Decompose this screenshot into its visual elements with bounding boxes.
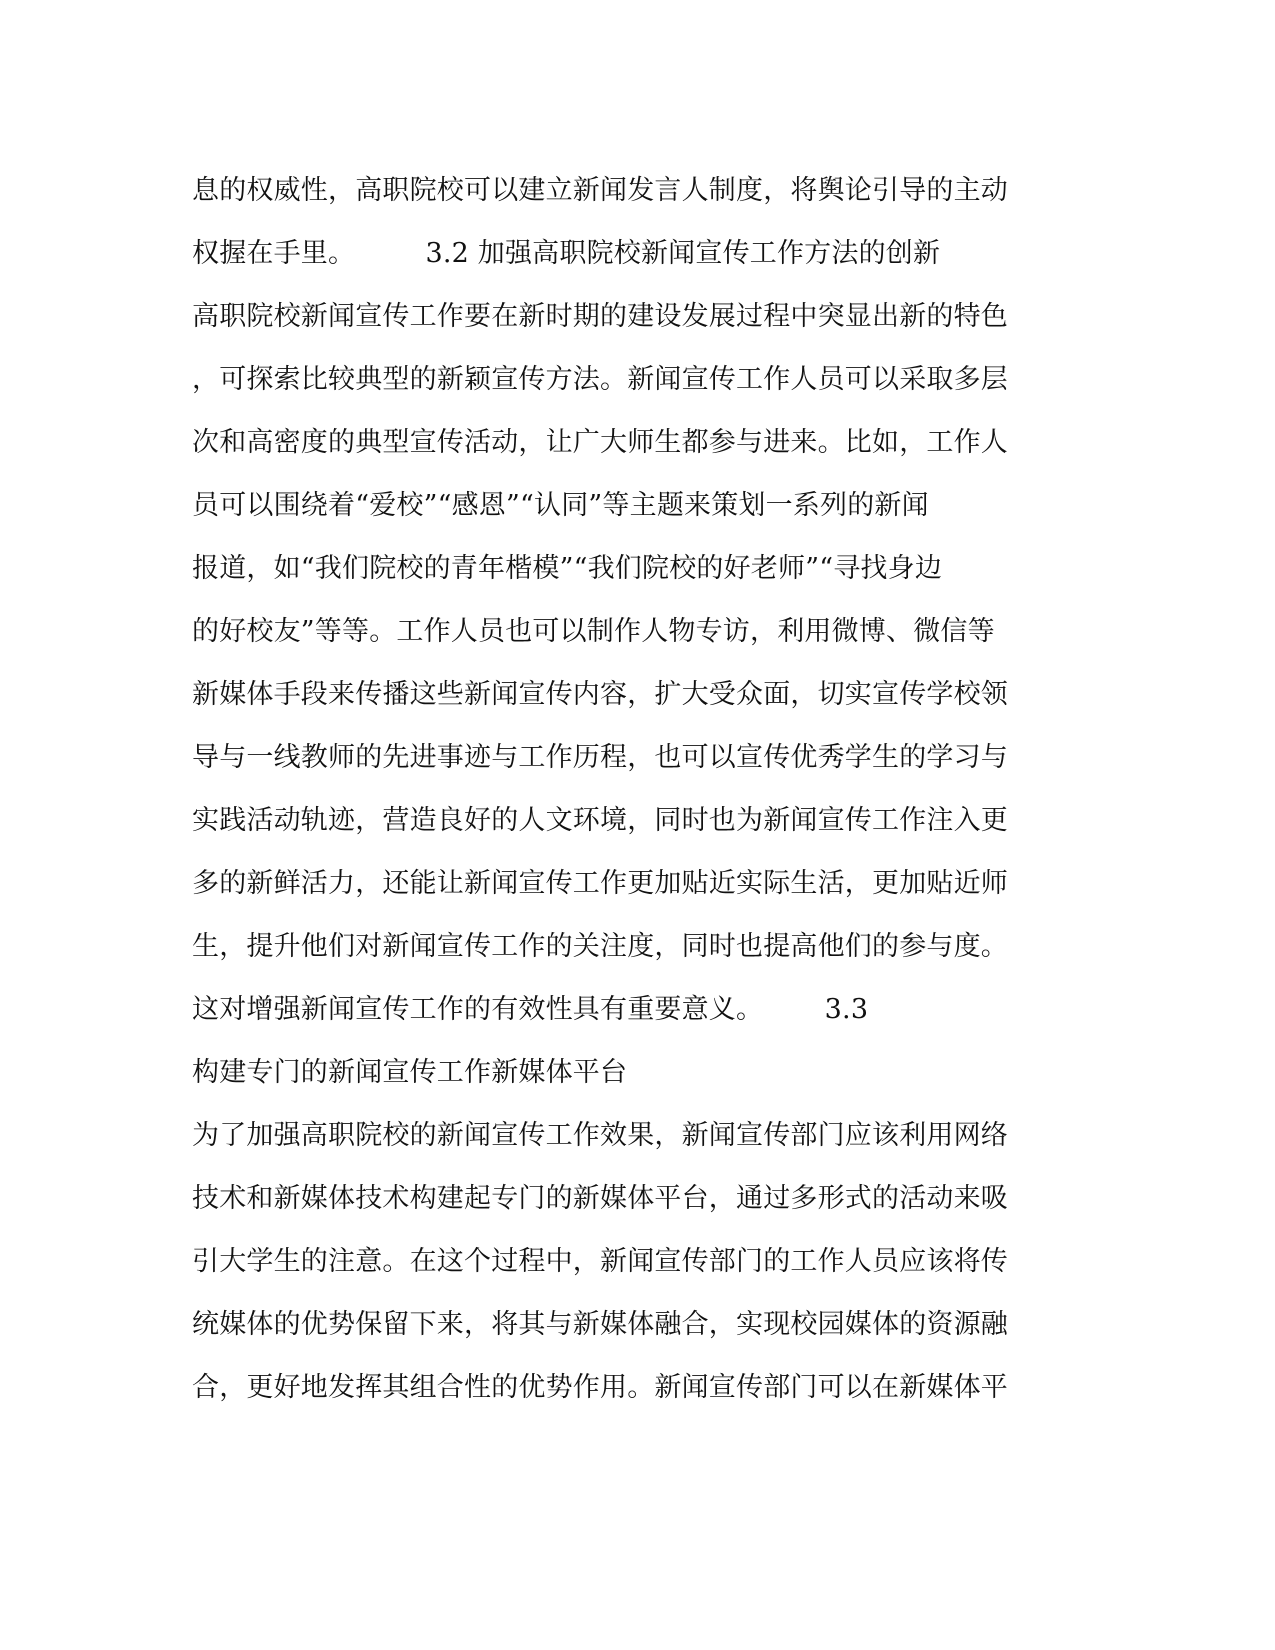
text-line: 生，提升他们对新闻宣传工作的关注度，同时也提高他们的参与度。 bbox=[192, 931, 1008, 962]
text-line: 新媒体手段来传播这些新闻宣传内容，扩大受众面，切实宣传学校领 bbox=[192, 679, 1008, 710]
text-line: 高职院校新闻宣传工作要在新时期的建设发展过程中突显出新的特色 bbox=[192, 301, 1008, 332]
text-line: 为了加强高职院校的新闻宣传工作效果，新闻宣传部门应该利用网络 bbox=[192, 1120, 1008, 1151]
text-line: 统媒体的优势保留下来，将其与新媒体融合，实现校园媒体的资源融 bbox=[192, 1309, 1008, 1340]
text-line: ，可探索比较典型的新颖宣传方法。新闻宣传工作人员可以采取多层 bbox=[192, 364, 1008, 395]
text-line: 的好校友”等等。工作人员也可以制作人物专访，利用微博、微信等 bbox=[192, 616, 995, 647]
text-line: 导与一线教师的先进事迹与工作历程，也可以宣传优秀学生的学习与 bbox=[192, 742, 1008, 773]
text-line: 引大学生的注意。在这个过程中，新闻宣传部门的工作人员应该将传 bbox=[192, 1246, 1008, 1277]
text-line: 次和高密度的典型宣传活动，让广大师生都参与进来。比如，工作人 bbox=[192, 427, 1008, 458]
text-line: 技术和新媒体技术构建起专门的新媒体平台，通过多形式的活动来吸 bbox=[192, 1183, 1008, 1214]
text-line: 报道，如“我们院校的青年楷模”“我们院校的好老师”“寻找身边 bbox=[192, 553, 943, 584]
section-heading: 构建专门的新闻宣传工作新媒体平台 bbox=[192, 1057, 628, 1088]
text-line: 员可以围绕着“爱校”“感恩”“认同”等主题来策划一系列的新闻 bbox=[192, 490, 929, 521]
text-line: 多的新鲜活力，还能让新闻宣传工作更加贴近实际生活，更加贴近师 bbox=[192, 868, 1008, 899]
text-line: 合，更好地发挥其组合性的优势作用。新闻宣传部门可以在新媒体平 bbox=[192, 1372, 1008, 1403]
text-line: 实践活动轨迹，营造良好的人文环境，同时也为新闻宣传工作注入更 bbox=[192, 805, 1008, 836]
text-line: 这对增强新闻宣传工作的有效性具有重要意义。 3.3 bbox=[192, 994, 869, 1025]
text-line: 息的权威性，高职院校可以建立新闻发言人制度，将舆论引导的主动 bbox=[192, 175, 1008, 206]
text-line: 权握在手里。 3.2 加强高职院校新闻宣传工作方法的创新 bbox=[192, 238, 941, 269]
